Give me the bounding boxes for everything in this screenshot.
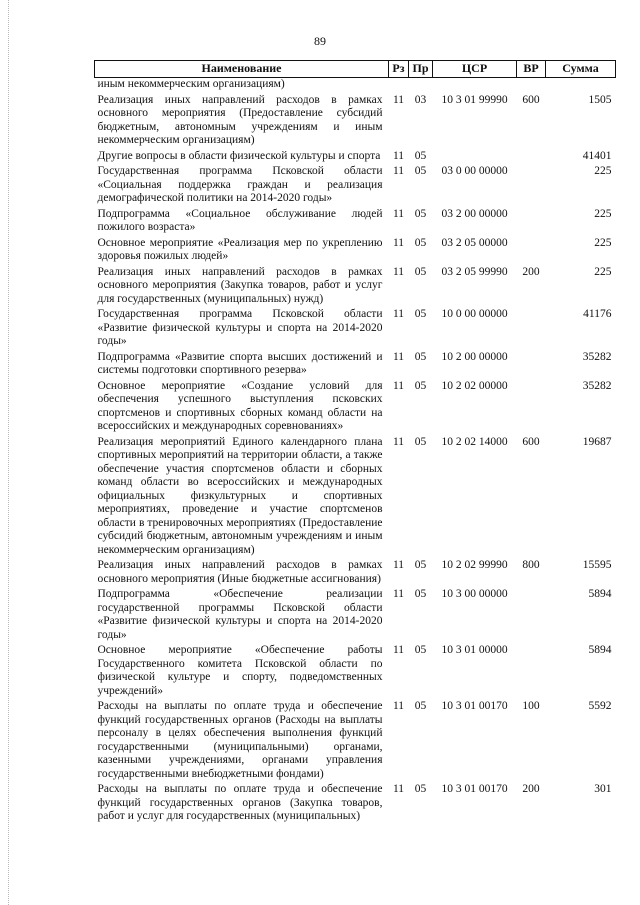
cell-name: иным некоммерческим организациям) — [97, 78, 285, 90]
table-row — [95, 306, 616, 349]
table-row — [95, 586, 616, 642]
cell-name: Основное мероприятие «Создание условий для обеспечения успешного выступления псковских спортсменов и спортивных сборных команд области на всероссийских и международных соревнованиях» — [97, 379, 383, 432]
cell-vr: 600 — [522, 93, 540, 106]
cell-csr: 10 2 02 14000 — [441, 435, 508, 448]
cell-pr: 05 — [414, 207, 427, 220]
cell-rz: 11 — [392, 350, 405, 363]
table-row — [95, 206, 616, 235]
cell-sum: 35282 — [582, 350, 612, 363]
cell-rz: 11 — [392, 379, 405, 392]
cell-name: Основное мероприятие «Обеспечение работы Государственного комитета Псковской области по физической культуре и спорту, подведомственных учреждений» — [97, 644, 383, 697]
cell-pr: 05 — [414, 435, 427, 448]
cell-sum: 225 — [594, 207, 612, 220]
cell-sum — [546, 78, 616, 92]
cell-pr: 05 — [414, 588, 427, 600]
header-rz: Рз — [389, 61, 409, 78]
cell-vr — [517, 148, 546, 164]
cell-sum: 41176 — [583, 308, 612, 320]
cell-sum: 5894 — [588, 588, 612, 600]
cell-vr: 200 — [522, 783, 540, 795]
cell-vr — [517, 378, 546, 434]
cell-csr: 03 2 05 99990 — [441, 265, 508, 278]
cell-csr: 10 2 00 00000 — [441, 350, 508, 363]
cell-pr: 05 — [414, 379, 427, 392]
cell-rz: 11 — [392, 783, 405, 795]
header-csr: ЦСР — [433, 61, 517, 78]
cell-csr: 10 2 02 99990 — [441, 559, 508, 571]
cell-pr: 05 — [414, 350, 427, 363]
table-row — [95, 781, 616, 824]
cell-vr — [517, 206, 546, 235]
cell-name: Подпрограмма «Социальное обслуживание людей пожилого возраста» — [97, 207, 383, 233]
cell-rz: 11 — [392, 308, 405, 320]
cell-sum: 301 — [594, 783, 612, 795]
cell-vr: 600 — [522, 435, 540, 448]
page-number: 89 — [314, 34, 326, 48]
table-row — [95, 557, 616, 586]
cell-name: Другие вопросы в области физической культуры и спорта — [97, 149, 381, 162]
cell-sum: 19687 — [582, 435, 612, 448]
cell-pr: 03 — [414, 93, 427, 106]
cell-rz: 11 — [392, 93, 405, 106]
cell-name: Государственная программа Псковской области «Развитие физической культуры и спорта на 2014-2020 годы» — [97, 308, 383, 347]
table-row — [95, 163, 616, 206]
cell-vr — [517, 349, 546, 378]
cell-pr: 05 — [414, 149, 427, 162]
cell-pr: 05 — [414, 700, 427, 712]
cell-pr: 05 — [414, 644, 427, 656]
cell-rz: 11 — [392, 207, 405, 220]
cell-rz: 11 — [392, 265, 405, 278]
cell-sum: 1505 — [588, 93, 612, 106]
cell-csr: 10 0 00 00000 — [441, 308, 508, 320]
cell-pr — [409, 78, 433, 92]
table-row — [95, 434, 616, 558]
cell-name: Расходы на выплаты по оплате труда и обеспечение функций государственных органов (Расходы на выплаты персоналу в целях обеспечения выполнения функций государственными (муниципальными) органами, казенными учреждениями, органами управления государственными внебюджетными фондами) — [97, 700, 383, 780]
header-sum: Сумма — [546, 61, 616, 78]
cell-sum: 35282 — [582, 379, 612, 392]
cell-vr — [517, 78, 546, 92]
cell-vr — [517, 642, 546, 698]
cell-csr: 10 3 00 00000 — [441, 588, 508, 600]
cell-name: Реализация иных направлений расходов в рамках основного мероприятия (Закупка товаров, работ и услуг для государственных (муниципальных) нужд) — [97, 265, 383, 305]
cell-csr: 03 0 00 00000 — [441, 165, 508, 177]
table-header — [95, 61, 616, 78]
table-row — [95, 698, 616, 781]
cell-rz: 11 — [392, 588, 405, 600]
table-body — [95, 78, 616, 824]
cell-name: Подпрограмма «Обеспечение реализации государственной программы Псковской области «Развитие физической культуры и спорта на 2014-2020 годы» — [97, 588, 383, 641]
budget-table — [94, 60, 616, 824]
cell-csr: 10 3 01 00170 — [441, 700, 508, 712]
cell-vr: 200 — [522, 265, 540, 278]
cell-rz: 11 — [392, 435, 405, 448]
cell-vr: 800 — [522, 559, 540, 571]
cell-pr: 05 — [414, 559, 427, 571]
cell-rz: 11 — [392, 559, 405, 571]
header-row — [95, 61, 616, 78]
cell-rz: 11 — [392, 236, 405, 249]
cell-rz: 11 — [392, 165, 405, 177]
cell-pr: 05 — [414, 265, 427, 278]
cell-sum: 5894 — [588, 644, 612, 656]
cell-name: Реализация иных направлений расходов в рамках основного мероприятия (Предоставление субсидий бюджетным, автономным учреждениям и иным некоммерческим организациям) — [97, 93, 383, 146]
cell-pr: 05 — [414, 308, 427, 320]
cell-pr: 05 — [414, 783, 427, 795]
table-row — [95, 349, 616, 378]
cell-sum: 225 — [594, 165, 612, 177]
header-name: Наименование — [95, 61, 389, 78]
cell-vr: 100 — [522, 700, 540, 712]
cell-vr — [517, 586, 546, 642]
table-row — [95, 148, 616, 164]
cell-pr: 05 — [414, 236, 427, 249]
cell-sum: 41401 — [582, 149, 612, 162]
cell-sum: 225 — [594, 265, 612, 278]
cell-csr: 10 2 02 00000 — [441, 379, 508, 392]
cell-rz: 11 — [392, 644, 405, 656]
table-row — [95, 378, 616, 434]
cell-name: Подпрограмма «Развитие спорта высших достижений и системы подготовки спортивного резерва» — [97, 350, 383, 376]
cell-vr — [517, 306, 546, 349]
cell-rz: 11 — [392, 700, 405, 712]
cell-sum: 15595 — [582, 559, 612, 571]
cell-sum: 5592 — [588, 700, 612, 712]
cell-csr: 10 3 01 00000 — [441, 644, 508, 656]
cell-name: Государственная программа Псковской области «Социальная поддержка граждан и реализация демографической политики на 2014-2020 годы» — [97, 165, 383, 204]
header-vr: ВР — [517, 61, 546, 78]
cell-vr — [517, 163, 546, 206]
cell-vr — [517, 235, 546, 264]
cell-pr: 05 — [414, 165, 427, 177]
cell-csr — [433, 78, 517, 92]
scan-edge — [0, 0, 9, 905]
cell-name: Расходы на выплаты по оплате труда и обеспечение функций государственных органов (Закупка товаров, работ и услуг для государственных (муниципальных) — [97, 783, 383, 822]
cell-csr: 10 3 01 99990 — [441, 93, 508, 106]
table-row — [95, 78, 616, 92]
header-pr: Пр — [409, 61, 433, 78]
table-row — [95, 235, 616, 264]
cell-name: Реализация мероприятий Единого календарного плана спортивных мероприятий на территории области, а также обеспечение участия спортсменов области и сборных команд области во всероссийских и международных официальных физкультурных и спортивных мероприятиях, проведение и участие спортсменов области в тренировочных мероприятиях (Предоставление субсидий бюджетным, автономным учреждениям и иным некоммерческим организациям) — [97, 435, 383, 556]
cell-sum: 225 — [594, 236, 612, 249]
cell-csr: 03 2 00 00000 — [441, 207, 508, 220]
table-row — [95, 92, 616, 148]
table-row — [95, 264, 616, 307]
cell-rz: 11 — [392, 149, 405, 162]
cell-csr: 03 2 05 00000 — [441, 236, 508, 249]
cell-csr — [433, 148, 517, 164]
cell-csr: 10 3 01 00170 — [441, 783, 508, 795]
cell-name: Основное мероприятие «Реализация мер по укреплению здоровья пожилых людей» — [97, 236, 383, 262]
cell-rz — [389, 78, 409, 92]
table-row — [95, 642, 616, 698]
cell-name: Реализация иных направлений расходов в рамках основного мероприятия (Иные бюджетные ассигнования) — [97, 559, 383, 585]
